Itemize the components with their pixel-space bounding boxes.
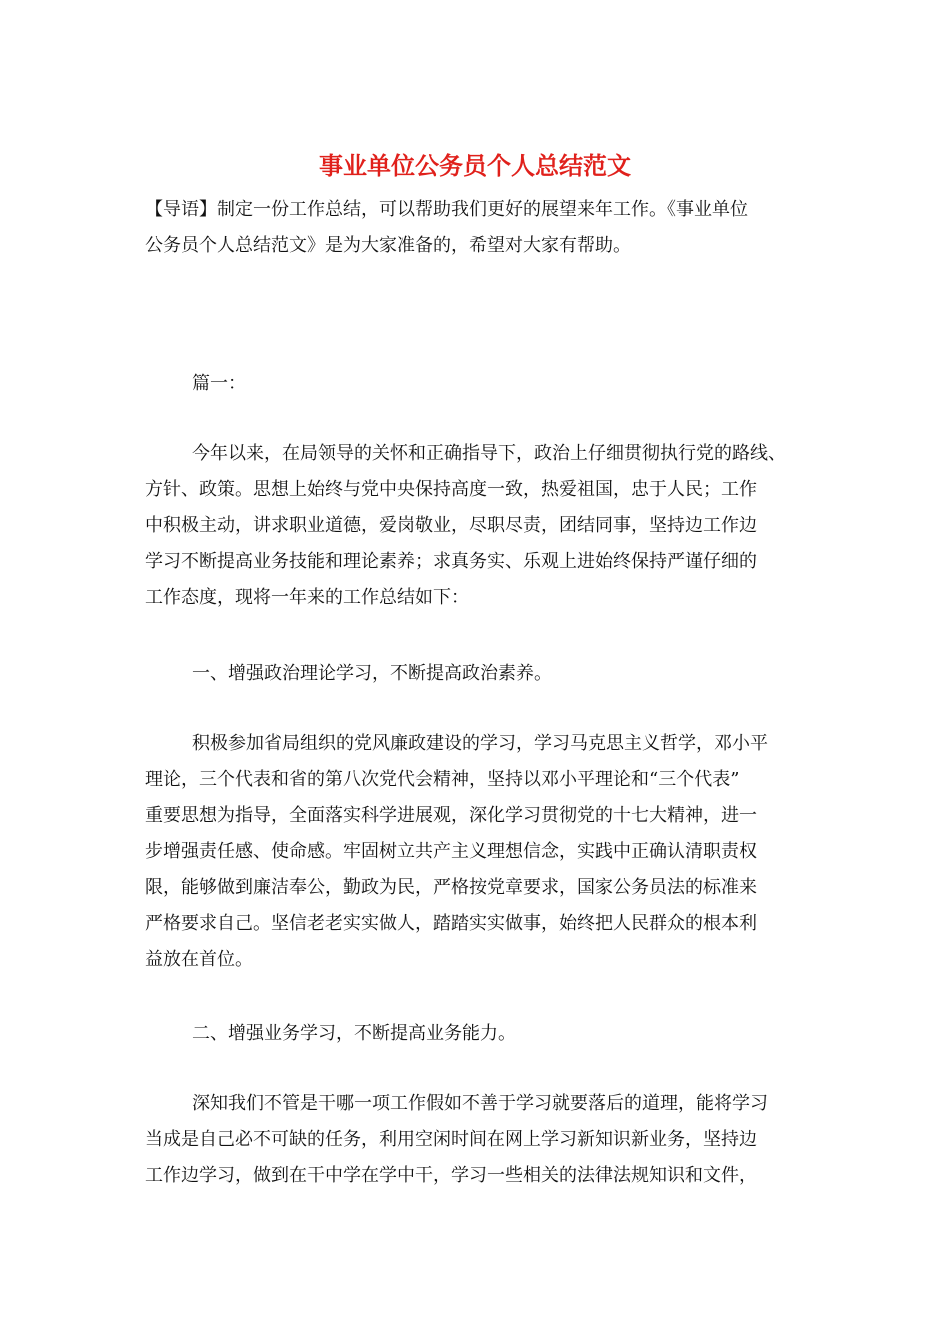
document-title: 事业单位公务员个人总结范文 bbox=[319, 151, 631, 180]
intro-line: 【导语】制定一份工作总结，可以帮助我们更好的展望来年工作。《事业单位 bbox=[145, 199, 748, 220]
paragraph-2 bbox=[145, 726, 825, 978]
paragraph-line: 限，能够做到廉洁奉公，勤政为民，严格按党章要求，国家公务员法的标准来 bbox=[145, 877, 757, 898]
paragraph-line: 工作态度，现将一年来的工作总结如下： bbox=[145, 587, 469, 608]
paragraph-line: 方针、政策。思想上始终与党中央保持高度一致，热爱祖国，忠于人民；工作 bbox=[145, 479, 757, 500]
paragraph-line: 步增强责任感、使命感。牢固树立共产主义理想信念，实践中正确认清职责权 bbox=[145, 841, 757, 862]
paragraph-line: 学习不断提高业务技能和理论素养；求真务实、乐观上进始终保持严谨仔细的 bbox=[145, 551, 757, 572]
paragraph-1 bbox=[145, 436, 825, 616]
paragraph-line: 严格要求自己。坚信老老实实做人，踏踏实实做事，始终把人民群众的根本利 bbox=[145, 913, 757, 934]
paragraph-line: 益放在首位。 bbox=[145, 949, 253, 970]
paragraph-line: 当成是自己必不可缺的任务，利用空闲时间在网上学习新知识新业务，坚持边 bbox=[145, 1129, 757, 1150]
section-label: 篇一： bbox=[192, 373, 246, 394]
paragraph-line: 今年以来，在局领导的关怀和正确指导下，政治上仔细贯彻执行党的路线、 bbox=[192, 443, 786, 464]
intro-paragraph bbox=[145, 192, 825, 264]
paragraph-line: 工作边学习，做到在干中学在学中干，学习一些相关的法律法规知识和文件， bbox=[145, 1165, 757, 1186]
paragraph-3 bbox=[145, 1086, 825, 1194]
paragraph-line: 深知我们不管是干哪一项工作假如不善于学习就要落后的道理，能将学习 bbox=[192, 1093, 768, 1114]
section-heading-1: 一、增强政治理论学习，不断提高政治素养。 bbox=[192, 663, 552, 684]
paragraph-line: 中积极主动，讲求职业道德，爱岗敬业，尽职尽责，团结同事，坚持边工作边 bbox=[145, 515, 757, 536]
section-heading-2: 二、增强业务学习，不断提高业务能力。 bbox=[192, 1023, 516, 1044]
paragraph-line: 理论，三个代表和省的第八次党代会精神，坚持以邓小平理论和“三个代表” bbox=[145, 769, 740, 790]
heading-2-block bbox=[145, 1016, 825, 1052]
section-label-block bbox=[145, 366, 825, 402]
intro-line: 公务员个人总结范文》是为大家准备的，希望对大家有帮助。 bbox=[145, 235, 631, 256]
paragraph-line: 积极参加省局组织的党风廉政建设的学习，学习马克思主义哲学，邓小平 bbox=[192, 733, 768, 754]
paragraph-line: 重要思想为指导，全面落实科学进展观，深化学习贯彻党的十七大精神，进一 bbox=[145, 805, 757, 826]
heading-1-block bbox=[145, 656, 825, 692]
